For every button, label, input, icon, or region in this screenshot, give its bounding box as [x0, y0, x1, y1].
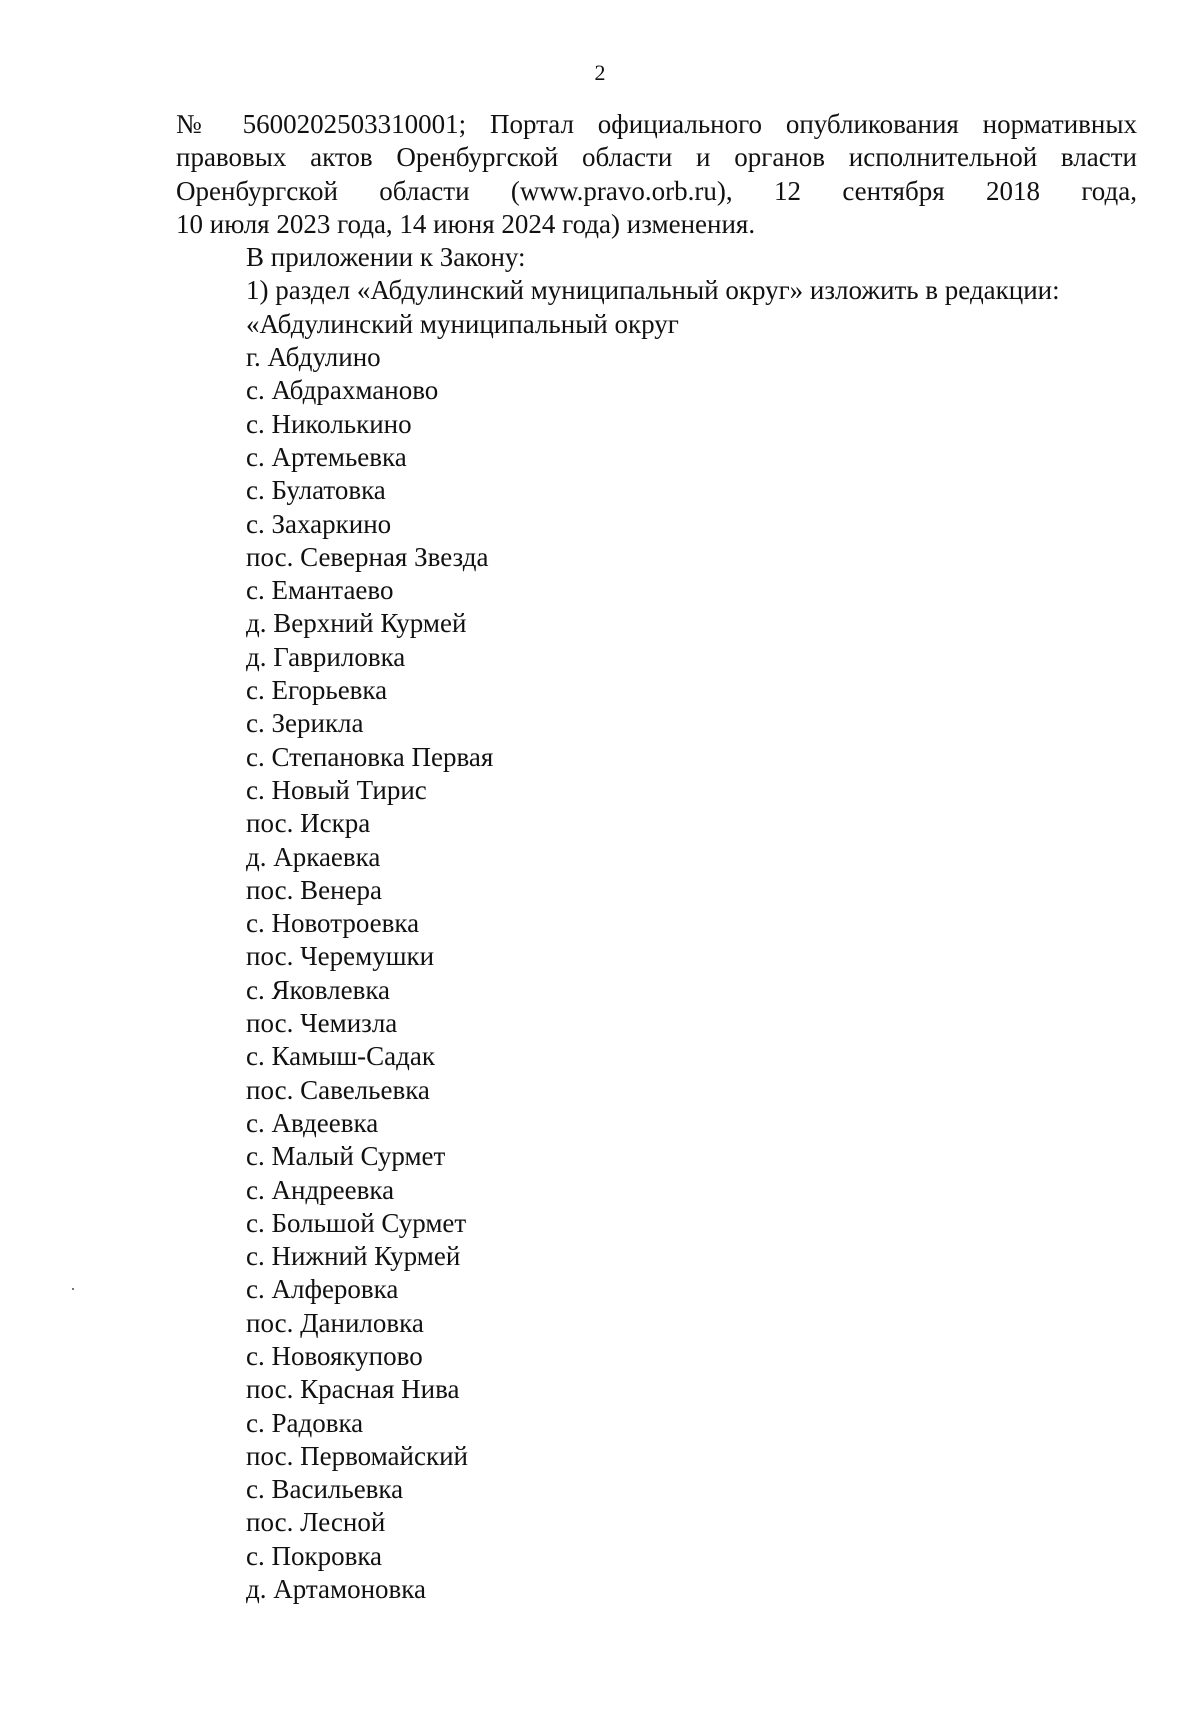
settlement-item: пос. Венера: [246, 874, 383, 905]
settlement-item: пос. Даниловка: [246, 1307, 424, 1338]
document-body: [176, 108, 1137, 1606]
appendix-line: В приложении к Закону:: [246, 242, 526, 273]
settlement-item: с. Авдеевка: [246, 1107, 379, 1138]
settlement-item: с. Новый Тирис: [246, 774, 427, 805]
intro-paragraph: [176, 108, 1137, 241]
settlement-item: пос. Лесной: [246, 1507, 386, 1538]
settlement-item: пос. Черемушки: [246, 941, 435, 972]
settlement-list: [176, 341, 1137, 1606]
settlement-item: с. Булатовка: [246, 475, 386, 506]
settlement-item: г. Абдулино: [246, 342, 381, 373]
settlement-item: с. Емантаево: [246, 575, 394, 606]
settlement-item: с. Новотроевка: [246, 908, 420, 939]
settlement-item: пос. Савельевка: [246, 1074, 430, 1105]
settlement-item: пос. Красная Нива: [246, 1374, 460, 1405]
settlement-item: с. Степановка Первая: [246, 741, 494, 772]
settlement-item: с. Андреевка: [246, 1174, 395, 1205]
settlement-item: с. Покровка: [246, 1540, 383, 1571]
page-number: 2: [594, 60, 606, 85]
settlement-item: с. Захаркино: [246, 508, 392, 539]
intro-line: правовых актов Оренбургской области и органов исполнительной власти: [176, 142, 1137, 173]
intro-line: 10 июля 2023 года, 14 июня 2024 года) изменения.: [176, 208, 756, 239]
settlement-item: с. Егорьевка: [246, 675, 388, 706]
settlement-item: д. Гавриловка: [246, 641, 406, 672]
settlement-item: д. Верхний Курмей: [246, 608, 467, 639]
settlement-item: пос. Северная Звезда: [246, 541, 489, 572]
section-title: «Абдулинский муниципальный округ: [246, 308, 679, 339]
settlement-item: д. Аркаевка: [246, 841, 381, 872]
amendment-item: 1) раздел «Абдулинский муниципальный округ» изложить в редакции:: [246, 275, 1060, 306]
scan-speck: [72, 1288, 74, 1290]
settlement-item: с. Яковлевка: [246, 974, 391, 1005]
intro-line: № 5600202503310001; Портал официального опубликования нормативных: [176, 109, 1137, 139]
settlement-item: с. Николькино: [246, 408, 412, 439]
settlement-item: с. Артемьевка: [246, 441, 407, 472]
settlement-item: с. Малый Сурмет: [246, 1141, 446, 1172]
settlement-item: с. Васильевка: [246, 1474, 404, 1505]
settlement-item: с. Зерикла: [246, 708, 364, 739]
settlement-item: с. Камыш-Садак: [246, 1041, 435, 1072]
settlement-item: с. Новоякупово: [246, 1340, 423, 1371]
settlement-item: с. Алферовка: [246, 1274, 399, 1305]
settlement-item: д. Артамоновка: [246, 1574, 426, 1605]
settlement-item: пос. Первомайский: [246, 1440, 468, 1471]
settlement-item: с. Радовка: [246, 1407, 364, 1438]
settlement-item: с. Большой Сурмет: [246, 1207, 467, 1238]
settlement-item: пос. Искра: [246, 808, 371, 839]
settlement-item: пос. Чемизла: [246, 1008, 398, 1039]
settlement-item: с. Нижний Курмей: [246, 1241, 461, 1272]
intro-line: Оренбургской области (www.pravo.orb.ru), 12 сентября 2018 года,: [176, 175, 1137, 206]
settlement-item: с. Абдрахманово: [246, 375, 439, 406]
